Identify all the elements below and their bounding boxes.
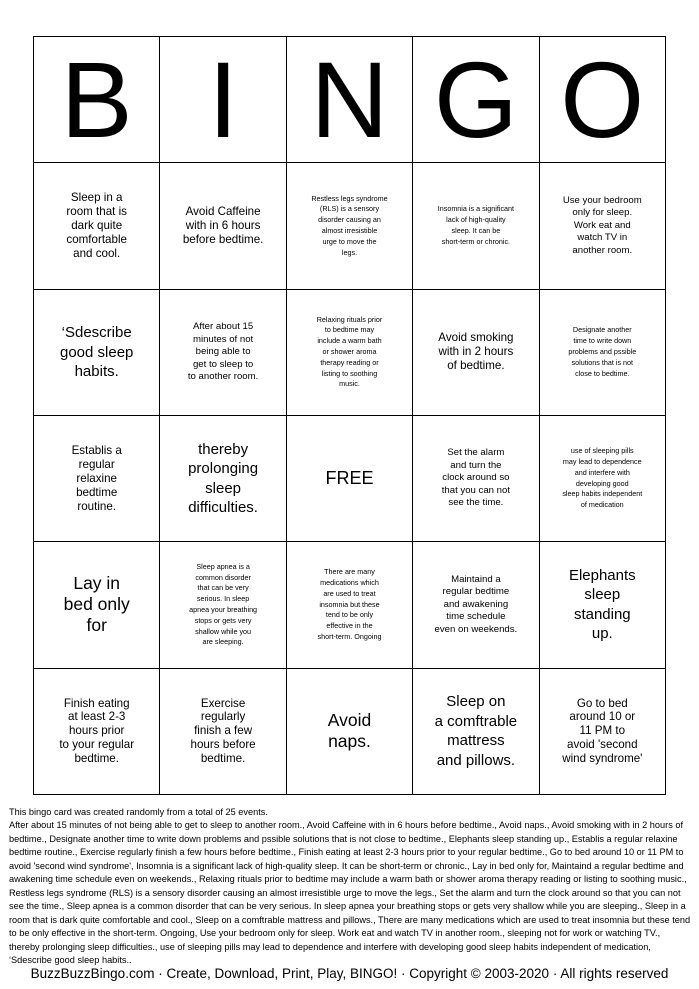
header-letter-g: G [413, 37, 539, 163]
bingo-cell [160, 542, 286, 668]
cell-text: After about 15 minutes of not being able to get to sleep to to another room. [187, 321, 259, 383]
free-space-cell [287, 416, 413, 542]
cell-text: ‘Sdescribe good sleep habits. [59, 324, 134, 381]
cell-text: Set the alarm and turn the clock around so that you can not see the time. [441, 447, 511, 509]
bingo-cell [540, 542, 666, 668]
header-letter-n: N [287, 37, 413, 163]
bingo-cell [287, 542, 413, 668]
cell-text: Sleep apnea is a common disorder that can be very serious. In sleep apnea your breathing stops or gets very shallow while you are sleeping. [189, 561, 258, 647]
card-description: This bingo card was created randomly from a total of 25 events. [9, 807, 268, 817]
header-letter-b: B [34, 37, 160, 163]
header-letter-i: I [160, 37, 286, 163]
cell-text: FREE [325, 468, 374, 489]
bingo-cell [160, 669, 286, 795]
bingo-cell [413, 416, 539, 542]
cell-text: Lay in bed only for [63, 573, 130, 636]
cell-text: Avoid naps. [327, 710, 372, 752]
bingo-cell [413, 669, 539, 795]
cell-text: Use your bedroom only for sleep. Work eat and watch TV in another room. [562, 194, 642, 256]
cell-text: Exercise regularly finish a few hours before bedtime. [190, 696, 256, 766]
bingo-cell [540, 163, 666, 289]
bingo-cell [34, 416, 160, 542]
bingo-cell [34, 290, 160, 416]
bingo-cell [540, 669, 666, 795]
bingo-cell [540, 290, 666, 416]
cell-text: Designate another time to write down problems and pssible solutions that is not close to bedtime. [568, 325, 637, 378]
cell-text: Go to bed around 10 or 11 PM to avoid 'second wind syndrome' [562, 696, 643, 766]
cell-text: Establis a regular relaxine bedtime routine. [71, 443, 122, 513]
copyright-footer: BuzzBuzzBingo.com · Create, Download, Print, Play, BINGO! · Copyright © 2003-2020 · All rights reserved [30, 966, 669, 981]
bingo-cell [413, 163, 539, 289]
cell-text: Maintaind a regular bedtime and awakening time schedule even on weekends. [434, 573, 518, 635]
cell-text: Insomnia is a significant lack of high-quality sleep. It can be short-term or chronic. [437, 204, 515, 246]
bingo-cell [287, 163, 413, 289]
bingo-cell [160, 290, 286, 416]
bingo-cell [160, 163, 286, 289]
cell-text: Avoid Caffeine with in 6 hours before bedtime. [182, 205, 264, 246]
cell-text: Sleep on a comftrable mattress and pillows. [434, 693, 518, 769]
bingo-cell [34, 669, 160, 795]
cell-text: Elephants sleep standing up. [568, 566, 636, 643]
cell-text: use of sleeping pills may lead to dependence and interfere with developing good sleep habits independent of medication [562, 446, 643, 510]
bingo-cell [540, 416, 666, 542]
event-list: After about 15 minutes of not being able to get to sleep to another room., Avoid Caffeine with in 6 hours before bedtime., Avoid naps., Avoid smoking with in 2 hours of bedtime., Designate another time to write down problems and pssible solutions that is not close to bedtime., Elephants sleep standing up., Establis a regular relaxine bedtime routine., Exercise regularly finish a few hours before bedtime., Finish eating at least 2-3 hours prior to your regular bedtime., Go to bed around 10 or 11 PM to avoid 'second wind syndrome', Insomnia is a significant lack of high-quality sleep. It can be short-term or chronic., Lay in bed only for, Maintaind a regular bedtime and awakening time schedule even on weekends., Relaxing rituals prior to bedtime may include a warm bath or shower aroma therapy reading or listing to soothing music., Restless legs syndrome (RLS) is a sensory disorder causing an almost irresistible urge to move the legs., Set the alarm and turn the clock around so that you can not see the time., Sleep apnea is a common disorder that can be very serious. In sleep apnea your breathing stops or gets very shallow while you are sleeping., Sleep in a room that is dark quite comfortable and cool., Sleep on a comftrable mattress and pillows., There are many medications which are used to treat insomnia but these tend to be only effective in the short-term. Ongoing, Use your bedroom only for sleep. Work eat and watch TV in another room., sleeping not for work or watching TV., thereby prolonging sleep difficulties., use of sleeping pills may lead to dependence and interfere with developing good sleep habits independent of medication, ‘Sdescribe good sleep habits.. [9, 820, 691, 965]
bingo-cell [34, 163, 160, 289]
cell-text: Sleep in a room that is dark quite comfortable and cool. [66, 191, 127, 260]
bingo-card [33, 36, 666, 795]
cell-text: Avoid smoking with in 2 hours of bedtime. [438, 331, 514, 373]
bingo-cell [413, 542, 539, 668]
cell-text: thereby prolonging sleep difficulties. [188, 440, 259, 517]
cell-text: Relaxing rituals prior to bedtime may include a warm bath or shower aroma therapy reading or listing to soothing music. [316, 314, 383, 389]
bingo-cell [287, 290, 413, 416]
bingo-cell [413, 290, 539, 416]
cell-text: Finish eating at least 2-3 hours prior to your regular bedtime. [59, 696, 135, 766]
bingo-cell [34, 542, 160, 668]
cell-text: Restless legs syndrome (RLS) is a sensory disorder causing an almost irresistible urge to move the legs. [311, 193, 388, 257]
header-letter-o: O [540, 37, 666, 163]
bingo-cell [287, 669, 413, 795]
bingo-cell [160, 416, 286, 542]
cell-text: There are many medications which are used to treat insomnia but these tend to be only effective in the short-term. Ongoing [317, 567, 382, 641]
